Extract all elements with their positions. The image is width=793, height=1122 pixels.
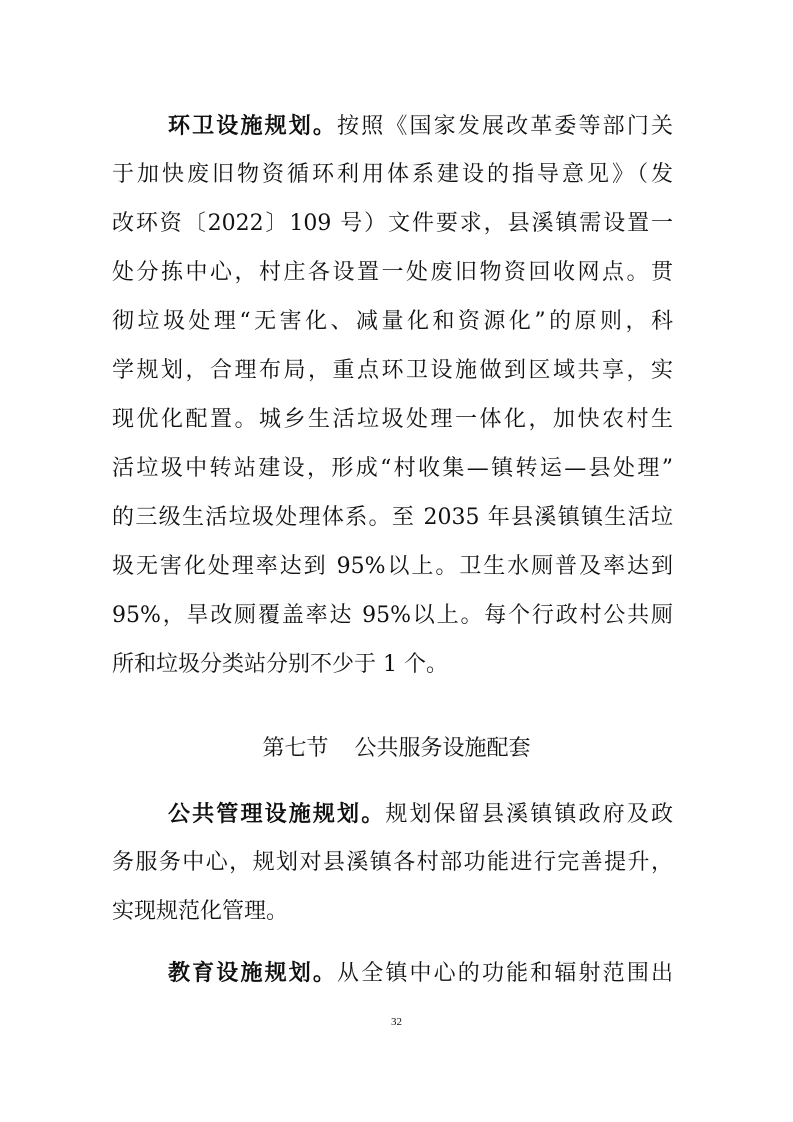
sanitation-text-11: 95%，旱改厕覆盖率达 95%以上。每个行政村公共厕 bbox=[112, 603, 673, 628]
public-management-text-3: 实现规范化管理。 bbox=[112, 899, 289, 924]
sanitation-text-6: 学规划，合理布局，重点环卫设施做到区域共享，实 bbox=[112, 358, 673, 383]
sanitation-title: 环卫设施规划。 bbox=[168, 113, 338, 139]
sanitation-text-1: 按照《国家发展改革委等部门关 bbox=[337, 114, 673, 139]
sanitation-text-4: 处分拣中心，村庄各设置一处废旧物资回收网点。贯 bbox=[112, 260, 673, 285]
public-management-paragraph-line-1 bbox=[168, 794, 673, 834]
education-text-1: 从全镇中心的功能和辐射范围出 bbox=[337, 961, 673, 986]
public-management-title: 公共管理设施规划。 bbox=[168, 801, 386, 827]
public-management-text-1: 规划保留县溪镇镇政府及政 bbox=[385, 802, 673, 827]
sanitation-text-9: 的三级生活垃圾处理体系。至 2035 年县溪镇镇生活垃 bbox=[112, 505, 673, 530]
sanitation-text-10: 圾无害化处理率达到 95%以上。卫生水厕普及率达到 bbox=[112, 554, 673, 579]
sanitation-text-7: 现优化配置。城乡生活垃圾处理一体化，加快农村生 bbox=[112, 407, 673, 432]
education-title: 教育设施规划。 bbox=[168, 960, 338, 986]
sanitation-text-2: 于加快废旧物资循环利用体系建设的指导意见》（发 bbox=[112, 162, 673, 187]
sanitation-paragraph-line-1 bbox=[168, 106, 673, 146]
section-number: 第七节 bbox=[262, 736, 329, 761]
sanitation-text-8: 活垃圾中转站建设，形成“村收集—镇转运—县处理” bbox=[112, 456, 673, 481]
section-heading bbox=[0, 729, 793, 769]
education-paragraph-line-1 bbox=[168, 953, 673, 993]
sanitation-text-3: 改环资〔2022〕109 号）文件要求，县溪镇需设置一 bbox=[112, 211, 673, 236]
page-number: 32 bbox=[391, 1016, 402, 1028]
section-title: 公共服务设施配套 bbox=[354, 736, 531, 761]
sanitation-text-12: 所和垃圾分类站分别不少于 1 个。 bbox=[112, 652, 448, 677]
public-management-text-2: 务服务中心，规划对县溪镇各村部功能进行完善提升， bbox=[112, 850, 673, 875]
sanitation-text-5: 彻垃圾处理“无害化、减量化和资源化”的原则，科 bbox=[112, 309, 673, 334]
